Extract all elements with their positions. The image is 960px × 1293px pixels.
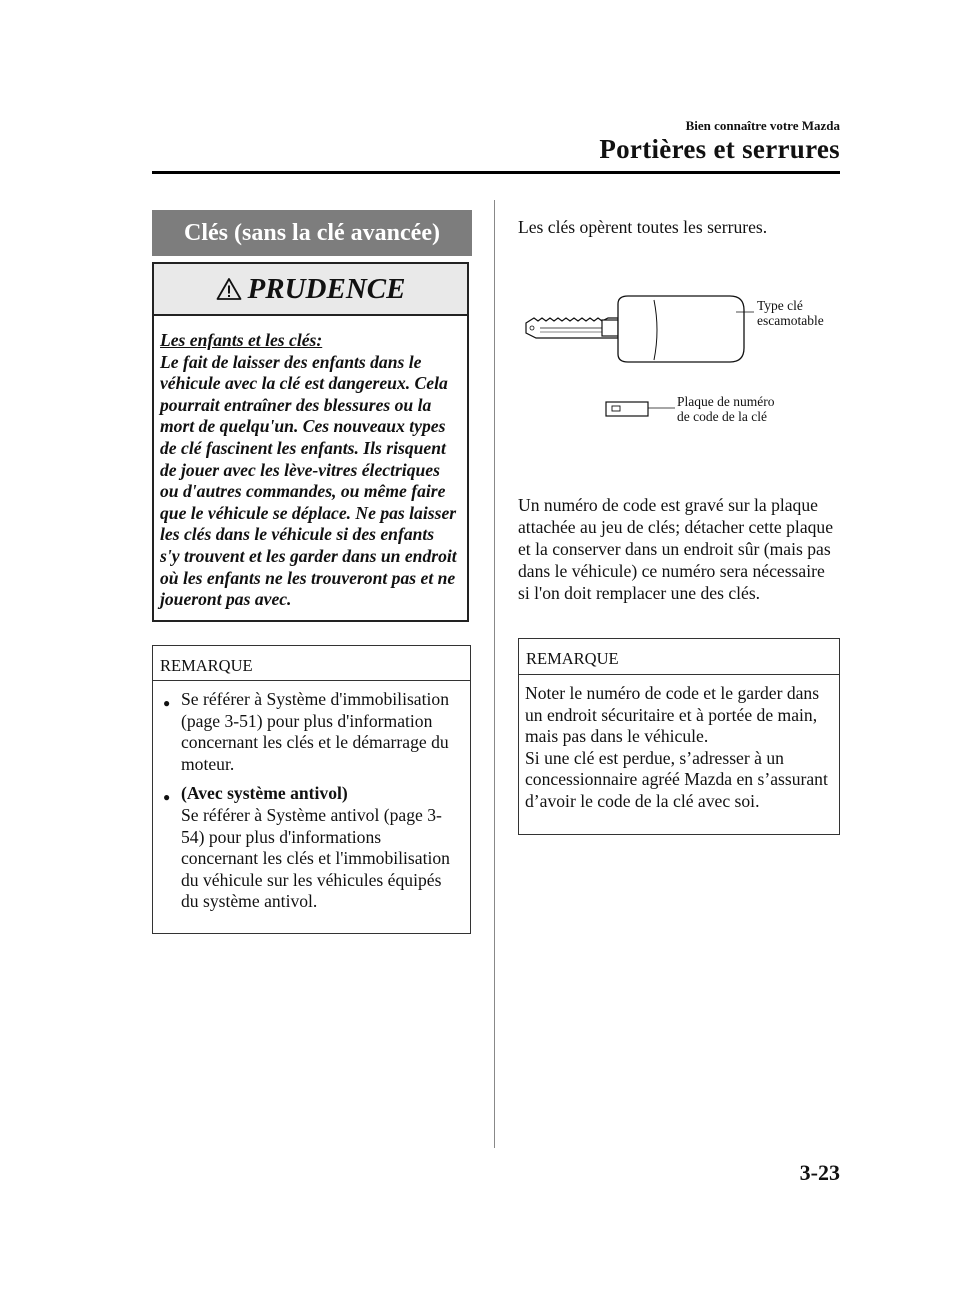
running-header-subtitle: Bien connaître votre Mazda bbox=[685, 118, 840, 133]
note-item-text: Se référer à Système d'immobilisation (page 3-51) pour plus d'information concernant les clés et le démarrage du moteur. bbox=[181, 689, 449, 774]
note-text-line1: Noter le numéro de code et le garder dans un endroit sécuritaire et à portée de main, mais pas dans le véhicule. bbox=[525, 683, 820, 747]
bullet-dot-icon: ● bbox=[163, 696, 171, 710]
label-key-type bbox=[757, 298, 824, 328]
section-heading: Clés (sans la clé avancée) bbox=[152, 210, 472, 256]
note-heading: REMARQUE bbox=[153, 646, 470, 681]
caution-text: Le fait de laisser des enfants dans le véhicule avec la clé est dangereux. Cela pourrait entraîner des blessures ou la mort de quelqu'un. Ces nouveaux types de clé fascinent les enfants. Ils risquent de jouer avec les lève-vitres électriques ou d'autres commandes, ou même faire que le véhicule se déplace. Ne pas laisser les clés dans le véhicule si des enfants s'y trouvent et les garder dans un endroit où les enfants ne les trouveront pas et ne joueront pas avec. bbox=[160, 351, 457, 610]
label-plate-line2: de code de la clé bbox=[677, 409, 767, 424]
note-box-left bbox=[152, 645, 471, 934]
intro-text: Les clés opèrent toutes les serrures. bbox=[518, 217, 768, 237]
label-plate-line1: Plaque de numéro bbox=[677, 394, 775, 409]
note-item-bold: (Avec système antivol) bbox=[181, 783, 348, 804]
note-text-line2: Si une clé est perdue, s’adresser à un concessionnaire agréé Mazda en s’assurant d’avoir le code de la clé avec soi. bbox=[525, 747, 828, 811]
page-number: 3-23 bbox=[799, 1160, 840, 1185]
running-header-title: Portières et serrures bbox=[599, 134, 840, 164]
label-key-line2: escamotable bbox=[757, 313, 824, 328]
label-code-plate bbox=[677, 394, 774, 424]
caution-title: PRUDENCE bbox=[247, 272, 406, 305]
warning-triangle-icon bbox=[216, 277, 242, 301]
caution-subheading: Les enfants et les clés: bbox=[160, 330, 323, 350]
key-illustration bbox=[518, 290, 840, 440]
header-rule bbox=[152, 171, 840, 174]
note-body bbox=[519, 675, 839, 813]
note-list-item bbox=[163, 783, 462, 913]
note-heading: REMARQUE bbox=[519, 639, 839, 675]
note-item-content bbox=[181, 783, 462, 913]
caution-header bbox=[154, 264, 467, 316]
label-key-line1: Type clé bbox=[757, 298, 803, 313]
note-body bbox=[153, 681, 470, 913]
caution-body bbox=[154, 316, 467, 611]
body-paragraph: Un numéro de code est gravé sur la plaque attachée au jeu de clés; détacher cette plaque et la conserver dans un endroit sûr (mais pas dans le véhicule) ce numéro sera nécessaire si l'on doit remplacer une des clés. bbox=[518, 495, 834, 603]
bullet-dot-icon: ● bbox=[163, 790, 171, 805]
caution-box bbox=[152, 262, 469, 622]
note-list-item bbox=[163, 689, 462, 775]
note-box-right bbox=[518, 638, 840, 835]
column-divider bbox=[494, 200, 495, 1148]
note-item-text: Se référer à Système antivol (page 3-54) pour plus d'informations concernant les clés et l'immobilisation du véhicule sur les véhicules équipés du système antivol. bbox=[181, 804, 450, 912]
